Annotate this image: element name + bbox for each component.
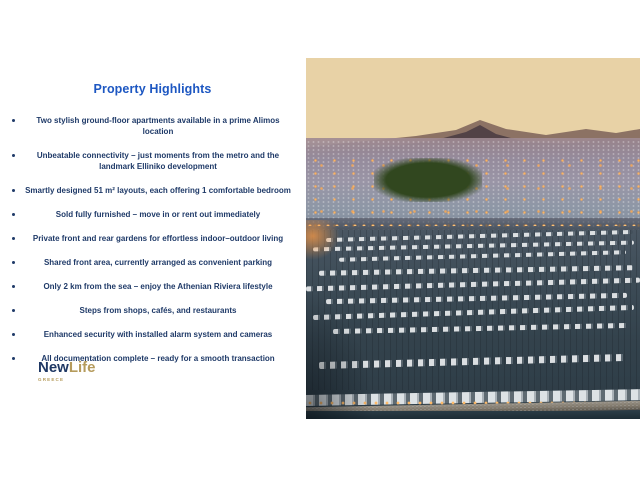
page-title: Property Highlights bbox=[93, 82, 212, 96]
bullet-dot-icon bbox=[12, 333, 15, 336]
highlights-list bbox=[8, 115, 297, 364]
bullet-dot-icon bbox=[12, 237, 15, 240]
bullet-dot-icon bbox=[12, 213, 15, 216]
logo-text-new: New bbox=[38, 359, 69, 376]
corner-vignette bbox=[306, 218, 426, 419]
newlife-logo bbox=[38, 360, 96, 383]
green-park bbox=[374, 158, 482, 202]
bullet-text: Unbeatable connectivity – just moments from the metro and the landmark Elliniko development bbox=[36, 151, 280, 171]
logo-text-life: Life bbox=[68, 359, 96, 376]
bullet-text: Only 2 km from the sea – enjoy the Athenian Riviera lifestyle bbox=[43, 282, 273, 291]
bullet-dot-icon bbox=[12, 309, 15, 312]
bullet-text: Two stylish ground-floor apartments available in a prime Alimos location bbox=[36, 116, 280, 136]
bullet-text: Steps from shops, cafés, and restaurants bbox=[79, 306, 237, 315]
list-item bbox=[8, 185, 297, 196]
logo-subtext: GREECE bbox=[38, 377, 65, 382]
list-item bbox=[8, 257, 297, 268]
list-item bbox=[8, 209, 297, 220]
list-item bbox=[8, 233, 297, 244]
highlights-section bbox=[8, 82, 297, 377]
bullet-text: All documentation complete – ready for a smooth transaction bbox=[41, 354, 275, 363]
bullet-text: Shared front area, currently arranged as convenient parking bbox=[43, 258, 273, 267]
marina-aerial-photo bbox=[306, 58, 640, 419]
bullet-text: Smartly designed 51 m² layouts, each offering 1 comfortable bedroom bbox=[25, 186, 291, 195]
list-item bbox=[8, 305, 297, 316]
bullet-text: Enhanced security with installed alarm system and cameras bbox=[43, 330, 273, 339]
bullet-text: Private front and rear gardens for effortless indoor–outdoor living bbox=[32, 234, 284, 243]
list-item bbox=[8, 115, 297, 137]
bullet-dot-icon bbox=[12, 261, 15, 264]
bullet-dot-icon bbox=[12, 357, 15, 360]
bullet-dot-icon bbox=[12, 285, 15, 288]
list-item bbox=[8, 281, 297, 292]
bullet-text: Sold fully furnished – move in or rent out immediately bbox=[55, 210, 261, 219]
bullet-dot-icon bbox=[12, 189, 15, 192]
list-item bbox=[8, 150, 297, 172]
bullet-dot-icon bbox=[12, 119, 15, 122]
bullet-dot-icon bbox=[12, 154, 15, 157]
list-item bbox=[8, 329, 297, 340]
